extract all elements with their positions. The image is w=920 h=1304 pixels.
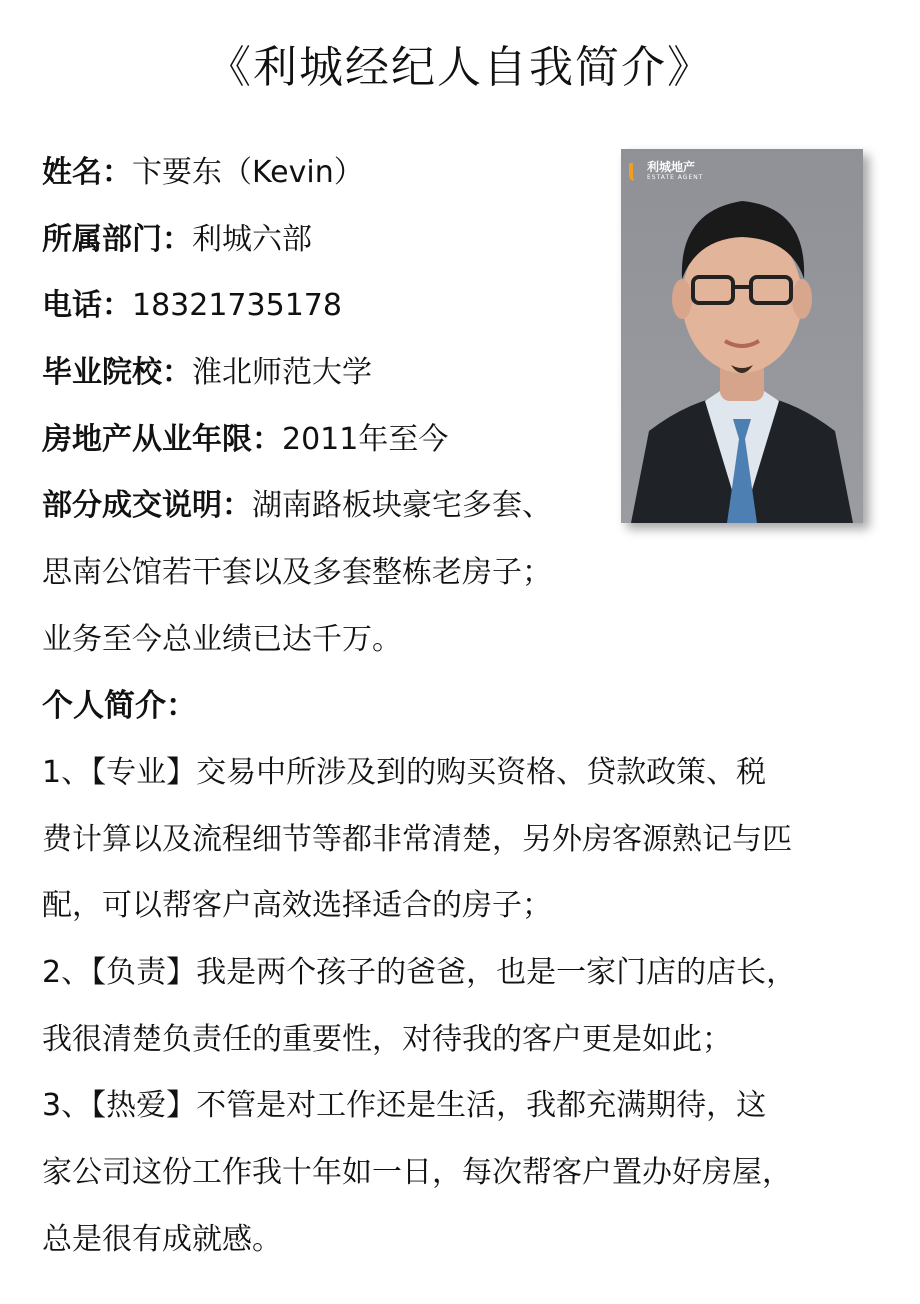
phone-label: 电话： <box>42 288 132 323</box>
school-label: 毕业院校： <box>42 355 192 390</box>
name-row <box>42 150 364 196</box>
brand-name: 利城地产 <box>647 160 696 174</box>
intro-line: 3、【热爱】不管是对工作还是生活，我都充满期待，这 <box>42 1088 767 1123</box>
page-title: 《利城经纪人自我简介》 <box>207 42 713 93</box>
years-row <box>42 417 448 463</box>
brand-subtitle: ESTATE AGENT <box>647 174 704 181</box>
intro-line: 配，可以帮客户高效选择适合的房子； <box>42 888 552 923</box>
department-value: 利城六部 <box>192 222 312 257</box>
portrait-illustration <box>621 149 863 523</box>
deals-line-3: 业务至今总业绩已达千万。 <box>42 622 402 657</box>
intro-line: 2、【负责】我是两个孩子的爸爸，也是一家门店的店长， <box>42 955 797 990</box>
deals-line-1: 湖南路板块豪宅多套、 <box>252 488 552 523</box>
name-label: 姓名： <box>42 155 132 190</box>
school-row <box>42 350 372 396</box>
intro-line: 1、【专业】交易中所涉及到的购买资格、贷款政策、税 <box>42 755 767 790</box>
intro-line: 我很清楚负责任的重要性，对待我的客户更是如此； <box>42 1022 732 1057</box>
deals-line-2: 思南公馆若干套以及多套整栋老房子； <box>42 555 552 590</box>
department-row <box>42 217 312 263</box>
agent-photo <box>621 149 863 523</box>
intro-line: 家公司这份工作我十年如一日，每次帮客户置办好房屋， <box>42 1155 792 1190</box>
phone-value: 18321735178 <box>132 288 342 323</box>
years-value: 2011年至今 <box>282 422 449 457</box>
intro-heading: 个人简介： <box>42 688 197 724</box>
name-value: 卞要东（Kevin） <box>132 155 364 190</box>
deals-label: 部分成交说明： <box>42 488 252 523</box>
intro-line: 总是很有成就感。 <box>42 1222 282 1257</box>
intro-line: 费计算以及流程细节等都非常清楚，另外房客源熟记与匹 <box>42 822 792 857</box>
department-label: 所属部门： <box>42 222 192 257</box>
years-label: 房地产从业年限： <box>42 422 282 457</box>
phone-row <box>42 283 342 329</box>
school-value: 淮北师范大学 <box>192 355 372 390</box>
deals-row <box>42 483 552 529</box>
